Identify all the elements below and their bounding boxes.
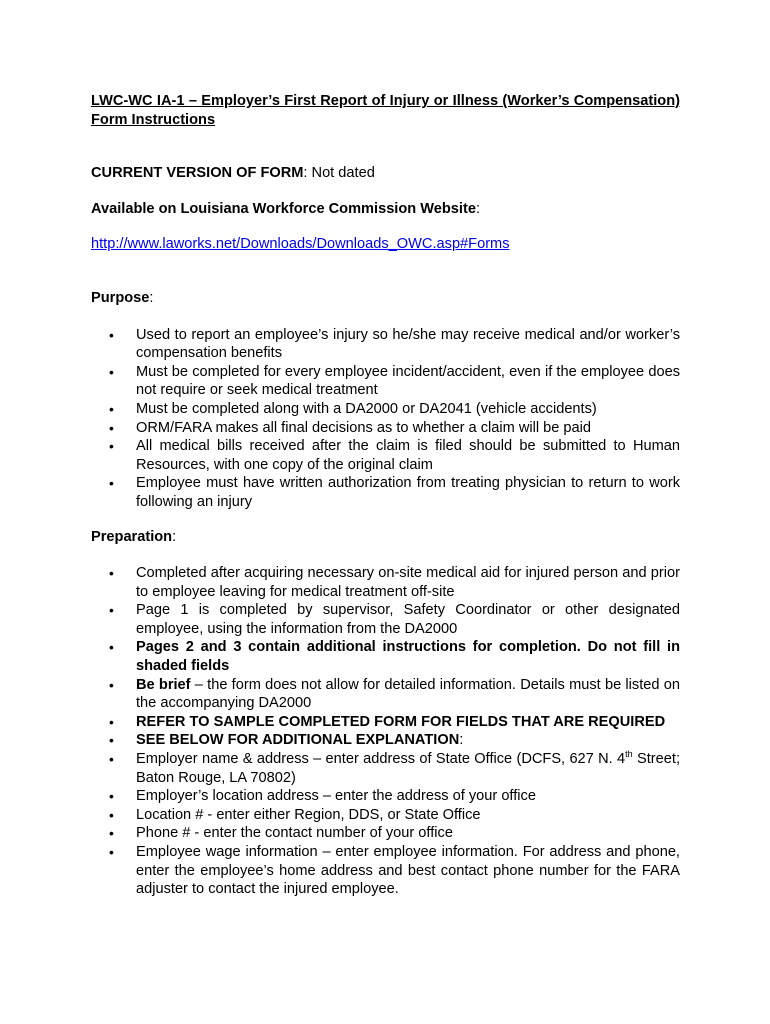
bullet-icon: •	[109, 732, 114, 749]
bullet-icon: •	[109, 806, 114, 823]
list-item: • ORM/FARA makes all final decisions as to whether a claim will be paid	[109, 419, 592, 436]
bullet-icon: •	[109, 602, 114, 619]
document-body	[91, 92, 680, 899]
bullet-icon: •	[109, 475, 114, 492]
list-item: • Must be completed for every employee incident/accident, even if the employee does not require or seek medical treatment	[109, 363, 680, 399]
current-version-line: CURRENT VERSION OF FORM: Not dated	[91, 165, 375, 182]
bullet-icon: •	[109, 676, 114, 693]
bullet-icon: •	[109, 400, 114, 417]
bullet-icon: •	[109, 825, 114, 842]
bullet-icon: •	[109, 788, 114, 805]
purpose-heading: Purpose:	[91, 289, 154, 306]
list-item: • Be brief – the form does not allow for detailed information. Details must be listed on the accompanying DA2000	[109, 676, 680, 712]
current-version-value: Not dated	[311, 165, 375, 182]
list-item: • Completed after acquiring necessary on-site medical aid for injured person and prior to employee leaving for medical treatment off-site	[109, 565, 680, 600]
document-title: LWC-WC IA-1 – Employer’s First Report of Injury or Illness (Worker’s Compensation) Form Instructions	[91, 93, 680, 128]
list-item: • Must be completed along with a DA2000 or DA2041 (vehicle accidents)	[109, 400, 597, 417]
preparation-list	[91, 564, 680, 899]
bullet-icon: •	[109, 713, 114, 730]
list-item: • Location # - enter either Region, DDS, or State Office	[109, 806, 481, 823]
list-item: • Employee must have written authorization from treating physician to return to work following an injury	[109, 475, 680, 510]
list-item: • All medical bills received after the claim is filed should be submitted to Human Resources, with one copy of the original claim	[109, 438, 680, 473]
bullet-icon: •	[109, 751, 114, 768]
available-label: Available on Louisiana Workforce Commission Website	[91, 200, 476, 217]
bullet-icon: •	[109, 438, 114, 455]
list-item: • Page 1 is completed by supervisor, Safety Coordinator or other designated employee, using the information from the DA2000	[109, 602, 680, 637]
purpose-label: Purpose	[91, 289, 150, 306]
preparation-heading: Preparation:	[91, 528, 177, 545]
preparation-label: Preparation	[91, 528, 173, 545]
list-item: • SEE BELOW FOR ADDITIONAL EXPLANATION:	[109, 732, 464, 749]
bullet-icon: •	[109, 565, 114, 582]
list-item: • REFER TO SAMPLE COMPLETED FORM FOR FIELDS THAT ARE REQUIRED	[109, 713, 666, 730]
bullet-icon: •	[109, 844, 114, 860]
list-item: • Pages 2 and 3 contain additional instructions for completion. Do not fill in shaded fields	[109, 639, 680, 675]
list-item: • Employer name & address – enter address of State Office (DCFS, 627 N. 4th Street; Baton Rouge, LA 70802)	[109, 749, 681, 786]
list-item: • Employee wage information – enter employee information. For address and phone, enter the employee’s home address and best contact phone number for the FARA adjuster to contact the injured employee.	[109, 844, 680, 898]
bullet-icon: •	[109, 326, 114, 343]
bullet-icon: •	[109, 419, 114, 436]
bullet-icon: •	[109, 363, 114, 380]
list-item: • Employer’s location address – enter the address of your office	[109, 788, 536, 805]
available-line: Available on Louisiana Workforce Commission Website:	[91, 200, 480, 217]
purpose-list	[91, 326, 680, 512]
list-item: • Phone # - enter the contact number of your office	[109, 825, 453, 842]
forms-link[interactable]: http://www.laworks.net/Downloads/Downloads_OWC.asp#Forms	[91, 236, 510, 253]
current-version-label: CURRENT VERSION OF FORM	[91, 165, 304, 182]
list-item: • Used to report an employee’s injury so he/she may receive medical and/or worker’s compensation benefits	[109, 326, 680, 362]
bullet-icon: •	[109, 639, 114, 656]
url-line	[91, 235, 680, 254]
